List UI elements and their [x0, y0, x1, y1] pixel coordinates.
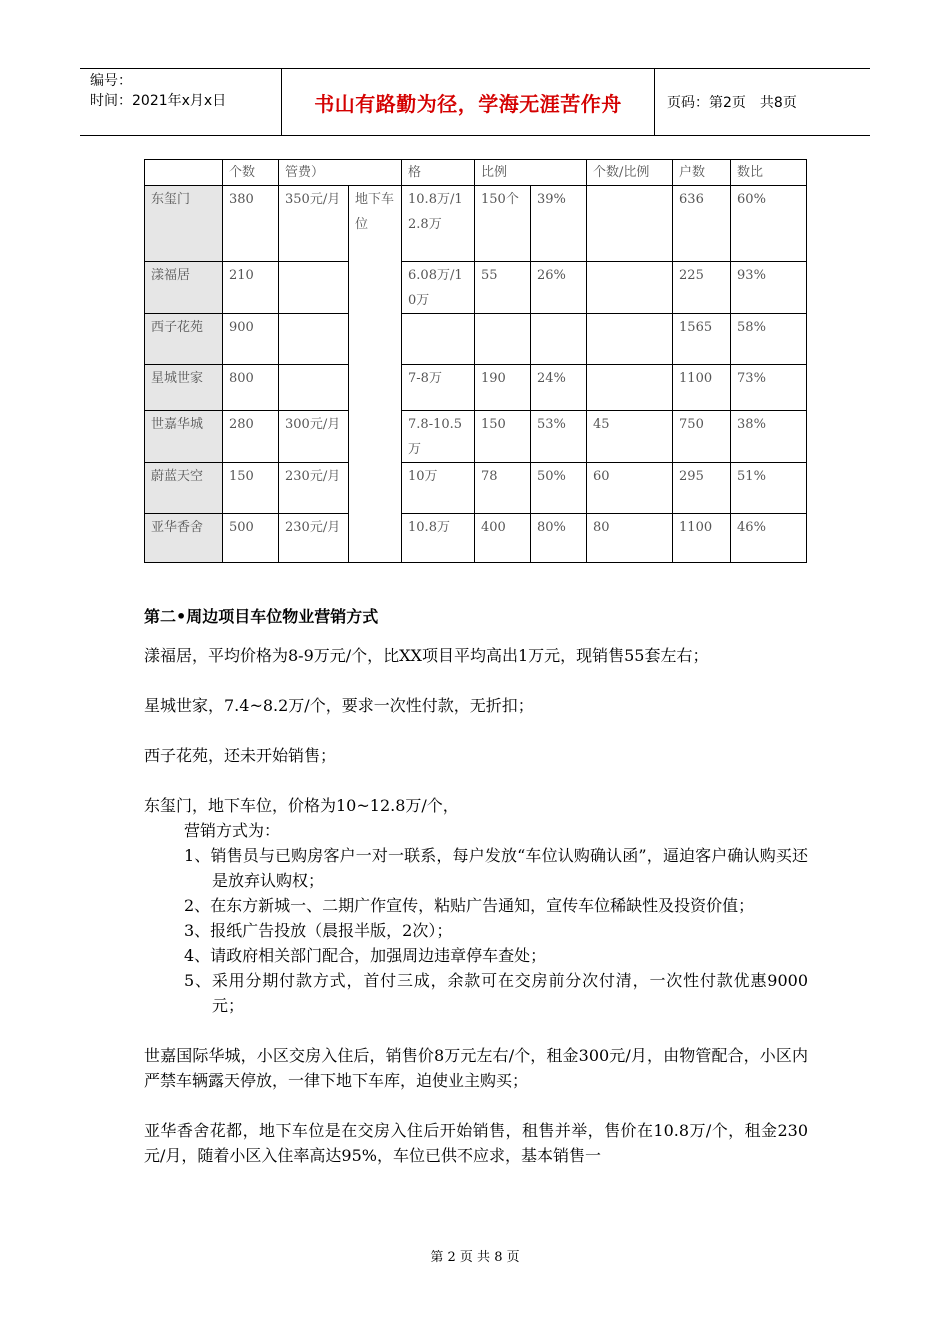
header-motto: 书山有路勤为径，学海无涯苦作舟: [282, 69, 655, 135]
date-label: 时间：2021年x月x日: [90, 93, 227, 109]
project-name: 漾福居: [145, 262, 223, 314]
cell-count: 380: [223, 186, 279, 262]
cell-fee: [279, 314, 349, 365]
page-header: [80, 68, 870, 136]
cell-rent: [587, 186, 673, 262]
table-row: [145, 314, 807, 365]
cell-type: 地下车位: [349, 186, 402, 563]
cell-price: 6.08万/10万: [402, 262, 475, 314]
list-item: 4、请政府相关部门配合，加强周边违章停车查处；: [184, 946, 547, 965]
cell-price: 10.8万/12.8万: [402, 186, 475, 262]
cell-price: 7.8-10.5万: [402, 411, 475, 463]
document-body: [144, 604, 808, 1193]
cell-count: 280: [223, 411, 279, 463]
table-header-cell: 数比: [731, 160, 807, 186]
cell-households: 750: [673, 411, 731, 463]
cell-households: 1100: [673, 365, 731, 411]
section-title: 第二•周边项目车位物业营销方式: [144, 607, 379, 626]
cell-ratio: 50%: [531, 463, 587, 514]
cell-households: 1100: [673, 514, 731, 563]
cell-sold: 78: [475, 463, 531, 514]
cell-count: 900: [223, 314, 279, 365]
project-name: 西子花苑: [145, 314, 223, 365]
parking-table: [144, 159, 807, 563]
cell-rent: 80: [587, 514, 673, 563]
project-name: 亚华香舍: [145, 514, 223, 563]
table-row: [145, 365, 807, 411]
project-name: 东玺门: [145, 186, 223, 262]
cell-pct: 73%: [731, 365, 807, 411]
page-total: 共8页: [759, 95, 797, 111]
cell-ratio: 80%: [531, 514, 587, 563]
cell-rent: 60: [587, 463, 673, 514]
cell-fee: [279, 262, 349, 314]
cell-households: 1565: [673, 314, 731, 365]
cell-pct: 93%: [731, 262, 807, 314]
cell-sold: 150: [475, 411, 531, 463]
project-name: 星城世家: [145, 365, 223, 411]
cell-households: 225: [673, 262, 731, 314]
list-item: 5、采用分期付款方式，首付三成，余款可在交房前分次付清，一次性付款优惠9000元；: [184, 971, 808, 1015]
cell-pct: 58%: [731, 314, 807, 365]
table-header-cell: 户数: [673, 160, 731, 186]
cell-price: [402, 314, 475, 365]
paragraph: 星城世家，7.4~8.2万/个，要求一次性付款，无折扣；: [144, 696, 534, 715]
cell-count: 500: [223, 514, 279, 563]
cell-fee: 230元/月: [279, 514, 349, 563]
project-name: 世嘉华城: [145, 411, 223, 463]
header-page-info: [655, 69, 870, 135]
cell-rent: [587, 314, 673, 365]
cell-households: 295: [673, 463, 731, 514]
table-header-cell: 管费）: [279, 160, 402, 186]
cell-price: 10.8万: [402, 514, 475, 563]
cell-sold: 190: [475, 365, 531, 411]
cell-fee: 350元/月: [279, 186, 349, 262]
paragraph: 亚华香舍花都，地下车位是在交房入住后开始销售，租售并举，售价在10.8万/个，租金230元/月，随着小区入住率高达95%，车位已供不应求，基本销售一: [144, 1121, 808, 1165]
paragraph: 东玺门，地下车位，价格为10~12.8万/个，: [144, 796, 459, 815]
cell-count: 800: [223, 365, 279, 411]
cell-count: 210: [223, 262, 279, 314]
cell-sold: 55: [475, 262, 531, 314]
cell-fee: [279, 365, 349, 411]
cell-pct: 46%: [731, 514, 807, 563]
cell-fee: 230元/月: [279, 463, 349, 514]
cell-price: 10万: [402, 463, 475, 514]
cell-fee: 300元/月: [279, 411, 349, 463]
table-row: [145, 186, 807, 262]
page-label: 页码：第2页: [667, 95, 746, 111]
header-meta: [80, 69, 282, 135]
project-name: 蔚蓝天空: [145, 463, 223, 514]
paragraph: 漾福居，平均价格为8-9万元/个，比XX项目平均高出1万元，现销售55套左右；: [144, 646, 709, 665]
paragraph: 西子花苑，还未开始销售；: [144, 746, 337, 765]
table-header-row: [145, 160, 807, 186]
table-row: [145, 514, 807, 563]
list-item: 3、报纸广告投放（晨报半版，2次）；: [184, 921, 453, 940]
cell-ratio: 24%: [531, 365, 587, 411]
cell-rent: [587, 262, 673, 314]
cell-sold: 400: [475, 514, 531, 563]
table-header-cell: 个数: [223, 160, 279, 186]
cell-rent: 45: [587, 411, 673, 463]
cell-sold: [475, 314, 531, 365]
list-item: 2、在东方新城一、二期广作宣传，粘贴广告通知，宣传车位稀缺性及投资价值；: [184, 896, 755, 915]
table-header-cell: 格: [402, 160, 475, 186]
cell-ratio: [531, 314, 587, 365]
page-footer: 第 2 页 共 8 页: [430, 1250, 520, 1265]
list-item: 1、销售员与已购房客户一对一联系，每户发放“车位认购确认函”，逼迫客户确认购买还是放弃认购权；: [184, 846, 808, 890]
table-header-cell: [145, 160, 223, 186]
paragraph: 世嘉国际华城，小区交房入住后，销售价8万元左右/个，租金300元/月，由物管配合，小区内严禁车辆露天停放，一律下地下车库，迫使业主购买；: [144, 1046, 808, 1090]
cell-pct: 60%: [731, 186, 807, 262]
sub-heading: 营销方式为：: [184, 821, 281, 840]
cell-count: 150: [223, 463, 279, 514]
cell-sold: 150个: [475, 186, 531, 262]
cell-ratio: 26%: [531, 262, 587, 314]
cell-price: 7-8万: [402, 365, 475, 411]
table-row: [145, 411, 807, 463]
cell-households: 636: [673, 186, 731, 262]
cell-ratio: 53%: [531, 411, 587, 463]
table-row: [145, 262, 807, 314]
table-row: [145, 463, 807, 514]
table-header-cell: 个数/比例: [587, 160, 673, 186]
cell-pct: 38%: [731, 411, 807, 463]
table-header-cell: 比例: [475, 160, 587, 186]
serial-label: 编号：: [90, 73, 132, 89]
cell-pct: 51%: [731, 463, 807, 514]
cell-rent: [587, 365, 673, 411]
cell-ratio: 39%: [531, 186, 587, 262]
